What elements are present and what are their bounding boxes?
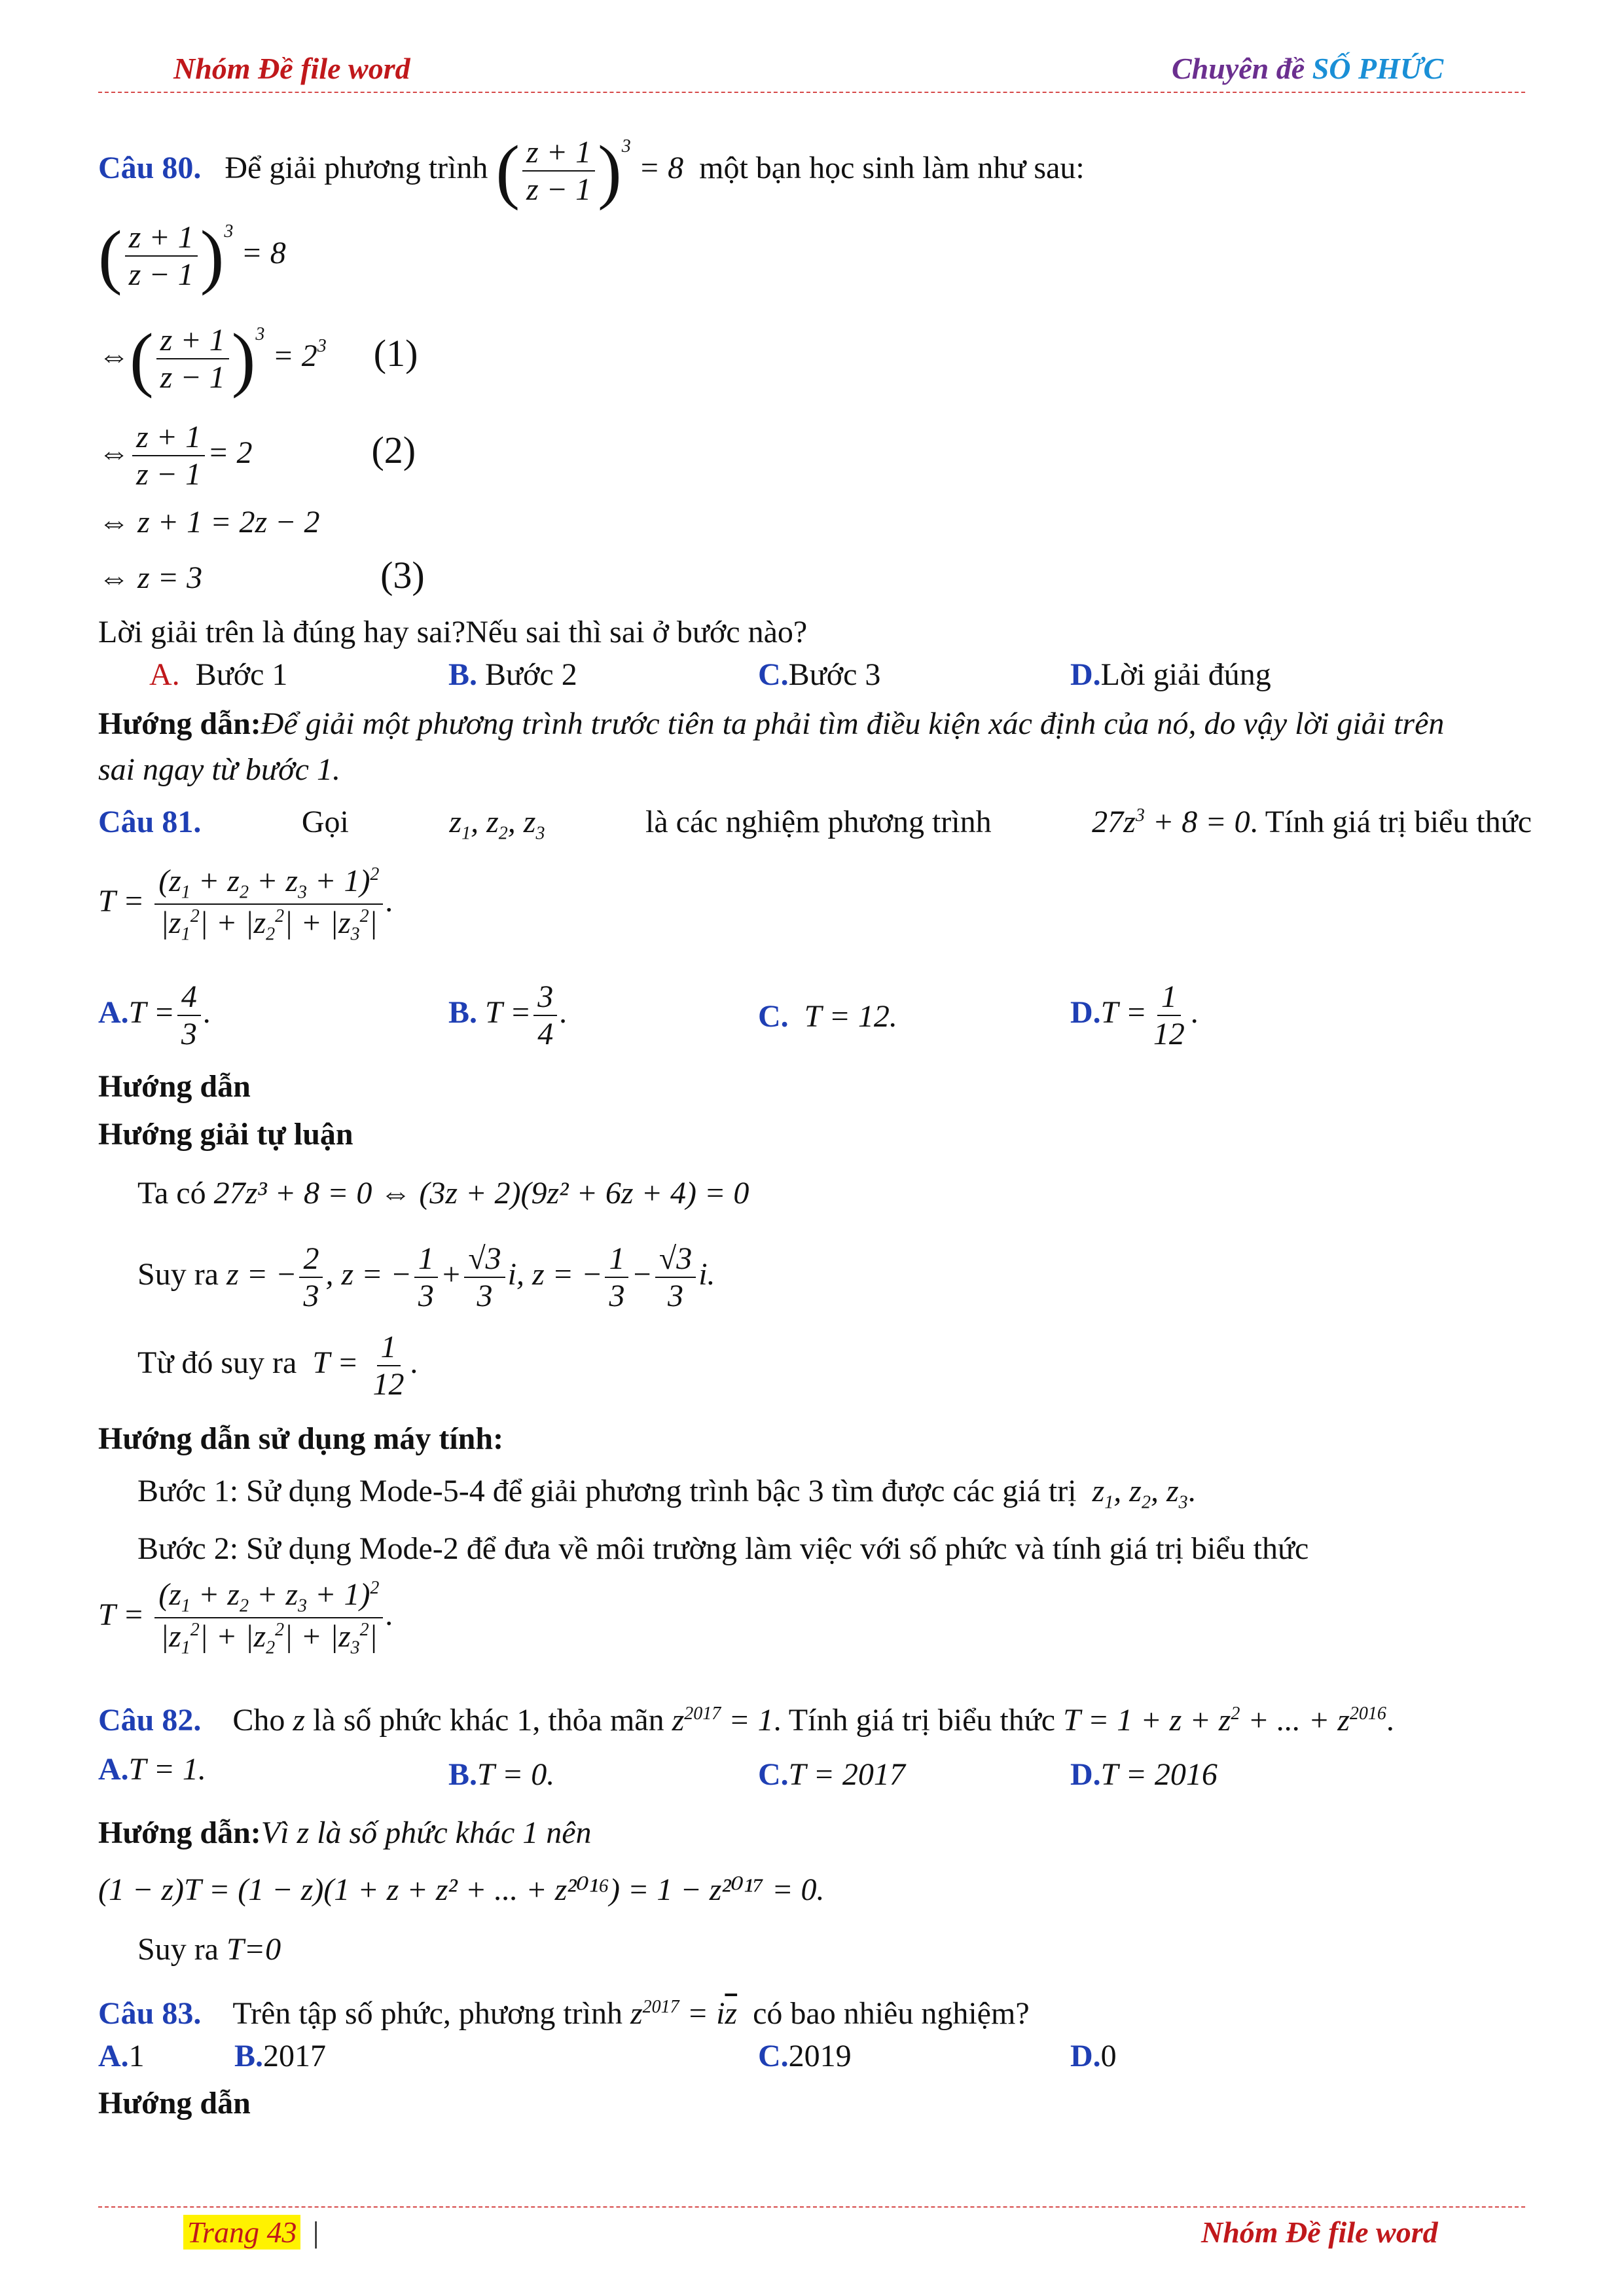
footer-page-label: Trang 43 [183,2215,300,2250]
q82-guide: Hướng dẫn:Vì z là số phức khác 1 nên [98,1815,592,1850]
q81-option-d: D.T = $\frac{1}{12}$ . [1070,979,1199,1052]
q83-option-a: A.1 [98,2039,145,2073]
q80-eq4: ⇔ z = 3 (3) [98,554,425,596]
q82-label: Câu 82. [98,1703,202,1738]
q81-guide-self: Hướng giải tự luận [98,1117,353,1152]
q83-option-b: B.2017 [234,2039,327,2073]
q81-label: Câu 81. [98,805,202,839]
q80-guide-line1: Hướng dẫn:Để giải một phương trình trước tiên ta phải tìm điều kiện xác định của nó, do vậy lời giải trên [98,706,1445,741]
q80-guide-line2: sai ngay từ bước 1. [98,752,340,787]
q83-guide: Hướng dẫn [98,2086,251,2121]
header-topic: Chuyên đề SỐ PHỨC [1172,52,1444,85]
q80-question: Lời giải trên là đúng hay sai?Nếu sai thì sai ở bước nào? [98,615,808,649]
q83-label: Câu 83. [98,1996,202,2031]
header-group-name: Nhóm Đề file word [173,52,410,85]
q81-suy-ra: Suy ra z = − $\frac{2}{3}$ , z = − $\frac{1}{3}$ + $\frac{√3}{3}$ i, z = − $\frac{1}{3}$ − $\frac{√3}{3}$ i. [137,1241,715,1314]
q80-eq2: ⇔ $\frac{z + 1}{z - 1}$ = 2 (2) [98,420,416,492]
q81-expression: T = $\frac{(z_1 + z_2 + z_3 + 1)^2}{|z_1^2| + |z_2^2| + |z_3^2|}$ . [98,864,394,945]
q80-option-d: D.Lời giải đúng [1070,657,1271,692]
q83-option-d: D.0 [1070,2039,1117,2073]
q81-expression-2: T = $\frac{(z_1 + z_2 + z_3 + 1)^2}{|z_1^2| + |z_2^2| + |z_3^2|}$ . [98,1577,394,1658]
q81-calc-step1: Bước 1: Sử dụng Mode-5-4 để giải phương trình bậc 3 tìm được các giá trị $z_1$, $z_2$, $z_3$. [137,1474,1196,1513]
q82-option-a: A.T = 1. [98,1752,206,1787]
q81-tu-do: Từ đó suy ra T = $\frac{1}{12}$ . [137,1330,419,1402]
q82-option-c: C.T = 2017 [758,1757,905,1792]
q82-guide-eq: (1 − z)T = (1 − z)(1 + z + z² + ... + z²⁰¹⁶) = 1 − z²⁰¹⁷ = 0. [98,1872,825,1907]
q80-statement: Câu 80. Để giải phương trình ( $\frac{z + 1}{z - 1}$ )$^3$ = 8 một bạn học sinh làm như sau: [98,131,1085,211]
q82-statement: Câu 82. Cho z là số phức khác 1, thỏa mãn $z^{2017} = 1$. Tính giá trị biểu thức $T = 1 + z + z^2$ + ... + $z^{2016}$. [98,1703,1394,1738]
q81-ta-co: Ta có 27z³ + 8 = 0 ⇔ (3z + 2)(9z² + 6z + 4) = 0 [137,1176,749,1211]
footer-separator: | [313,2215,319,2249]
q80-eq1: ⇔( $\frac{z + 1}{z - 1}$ )$^3 = 2^3$ (1) [98,319,418,399]
q80-option-a: A. Bước 1 [149,657,288,692]
q80-eq0: ( $\frac{z + 1}{z - 1}$ )$^3$ = 8 [98,216,286,297]
header-divider [98,92,1525,93]
footer-divider [98,2206,1525,2208]
q80-option-b: B. Bước 2 [448,657,577,692]
q80-label: Câu 80. [98,151,202,186]
q80-eq3: ⇔ z + 1 = 2z − 2 [98,505,320,539]
q81-guide: Hướng dẫn [98,1069,251,1104]
q83-option-c: C.2019 [758,2039,852,2073]
q81-calc-step2: Bước 2: Sử dụng Mode-2 để đưa về môi trường làm việc với số phức và tính giá trị biểu thức [137,1531,1309,1566]
q81-option-b: B. T = $\frac{3}{4}$ . [448,979,568,1052]
q81-calc-label: Hướng dẫn sử dụng máy tính: [98,1421,504,1456]
q81-statement: Câu 81. Gọi $z_1$, $z_2$, $z_3$ là các nghiệm phương trình $27z^3 + 8 = 0$. Tính giá trị biểu thức [98,805,1532,844]
q83-statement: Câu 83. Trên tập số phức, phương trình $z^{2017} = i\overline{z}$ có bao nhiêu nghiệm? [98,1996,1030,2031]
q80-option-c: C.Bước 3 [758,657,881,692]
q82-option-d: D.T = 2016 [1070,1757,1218,1792]
q82-conclusion: Suy ra T=0 [137,1932,281,1967]
q82-option-b: B.T = 0. [448,1757,555,1792]
q81-option-c: C. T = 12. [758,999,897,1034]
footer-group-name: Nhóm Đề file word [1201,2215,1438,2249]
q81-option-a: A.T = $\frac{4}{3}$ . [98,979,211,1052]
